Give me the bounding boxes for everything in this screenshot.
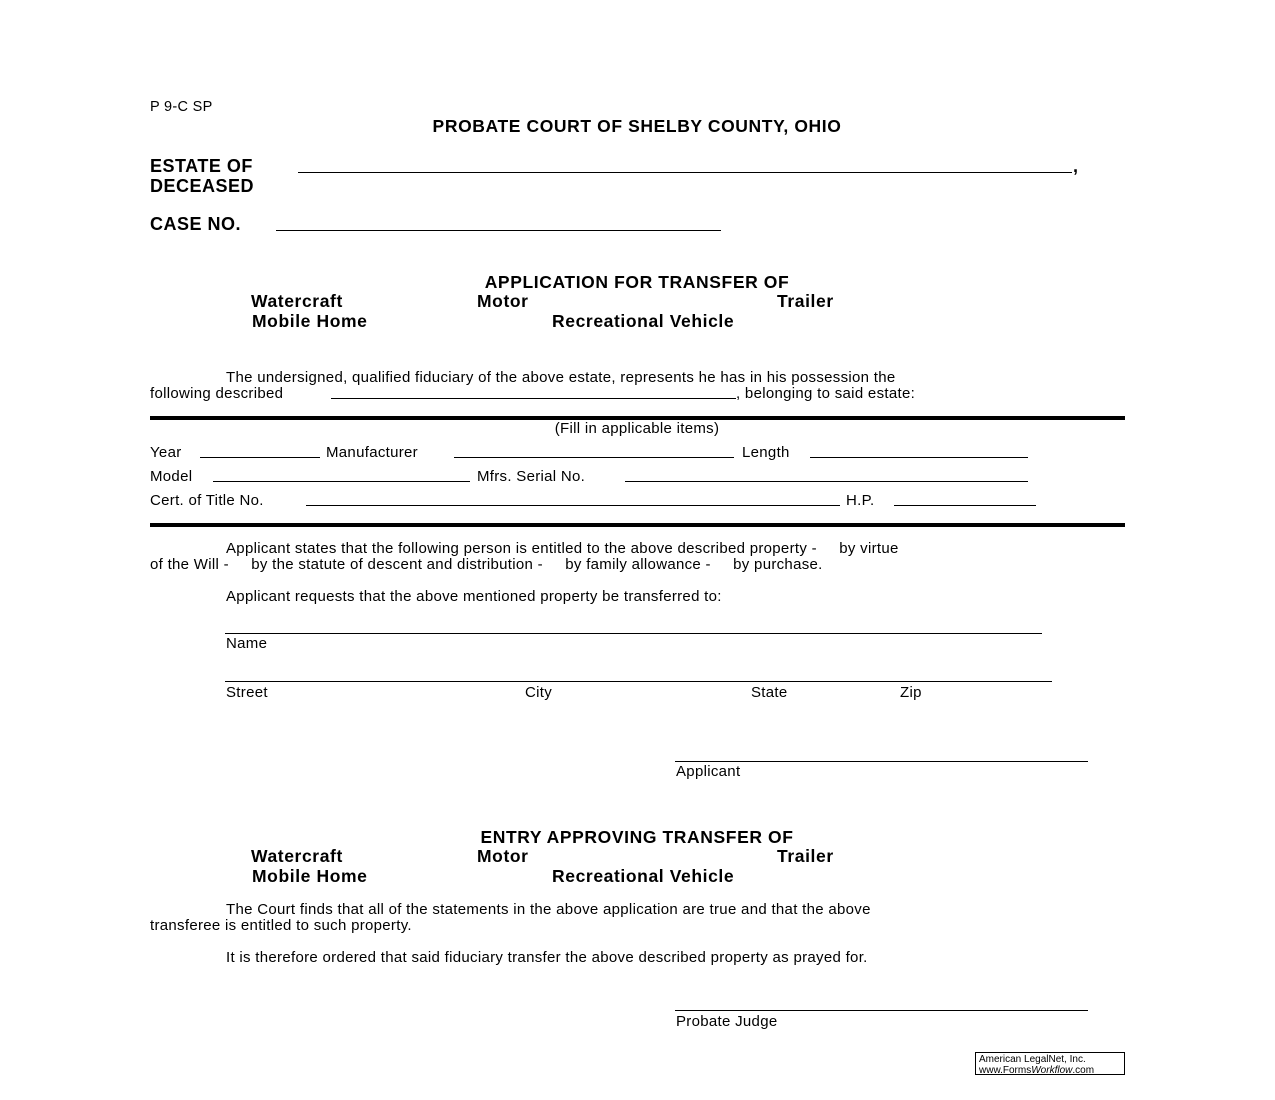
model-label: Model — [150, 468, 193, 485]
model-field[interactable] — [213, 481, 470, 482]
fill-note: (Fill in applicable items) — [554, 420, 720, 437]
section-divider — [150, 523, 1125, 527]
manufacturer-label: Manufacturer — [326, 444, 418, 461]
court-title: PROBATE COURT OF SHELBY COUNTY, OHIO — [432, 116, 842, 136]
ordered-text: It is therefore ordered that said fiduciary transfer the above described property as prayed for. — [226, 949, 868, 966]
finds-line-1: The Court finds that all of the statements in the above application are true and that the above — [226, 901, 871, 918]
type-mobile-home: Mobile Home — [252, 311, 368, 331]
hp-field[interactable] — [894, 505, 1036, 506]
applicant-label: Applicant — [676, 763, 741, 780]
hp-label: H.P. — [846, 492, 875, 509]
type-motor: Motor — [477, 291, 529, 311]
states-line-2: of the Will - by the statute of descent and distribution - by family allowance - by purchase. — [150, 556, 823, 573]
logo-line-2 — [979, 1065, 1121, 1076]
entry-type-motor: Motor — [477, 846, 529, 866]
type-recreational-vehicle: Recreational Vehicle — [552, 311, 735, 331]
american-legalnet-logo — [975, 1052, 1125, 1075]
estate-name-field[interactable] — [298, 172, 1072, 173]
case-label: CASE NO. — [150, 214, 242, 234]
serial-label: Mfrs. Serial No. — [477, 468, 586, 485]
case-number-field[interactable] — [276, 230, 721, 231]
estate-comma: , — [1073, 156, 1079, 176]
section-divider — [150, 416, 1125, 420]
property-description-field[interactable] — [331, 398, 736, 399]
requests-text: Applicant requests that the above mentioned property be transferred to: — [226, 588, 722, 605]
year-field[interactable] — [200, 457, 320, 458]
judge-signature-field[interactable] — [675, 1010, 1088, 1011]
length-label: Length — [742, 444, 790, 461]
logo-text: Workflow — [1031, 1065, 1073, 1076]
name-label: Name — [226, 635, 268, 652]
entry-type-trailer: Trailer — [777, 846, 834, 866]
length-field[interactable] — [810, 457, 1028, 458]
transferee-name-field[interactable] — [225, 633, 1042, 634]
title-no-field[interactable] — [306, 505, 840, 506]
finds-line-2: transferee is entitled to such property. — [150, 917, 412, 934]
intro-line-2b: , belonging to said estate: — [736, 385, 916, 402]
intro-line-1: The undersigned, qualified fiduciary of the above estate, represents he has in his possession the — [226, 369, 896, 386]
logo-line-1: American LegalNet, Inc. — [979, 1054, 1086, 1065]
entry-type-watercraft: Watercraft — [251, 846, 343, 866]
entry-type-mobile-home: Mobile Home — [252, 866, 368, 886]
city-label: City — [525, 684, 553, 701]
title-no-label: Cert. of Title No. — [150, 492, 264, 509]
entry-title: ENTRY APPROVING TRANSFER OF — [480, 827, 794, 847]
year-label: Year — [150, 444, 182, 461]
estate-label: ESTATE OF — [150, 156, 253, 176]
transferee-address-field[interactable] — [225, 681, 1052, 682]
zip-label: Zip — [900, 684, 922, 701]
judge-label: Probate Judge — [676, 1013, 778, 1030]
states-line-1: Applicant states that the following person is entitled to the above described property - by virtue — [226, 540, 899, 557]
application-title: APPLICATION FOR TRANSFER OF — [484, 272, 790, 292]
logo-text: www.Forms — [979, 1065, 1032, 1076]
logo-text: .com — [1072, 1065, 1095, 1076]
intro-line-2a: following described — [150, 385, 284, 402]
type-trailer: Trailer — [777, 291, 834, 311]
state-label: State — [751, 684, 788, 701]
form-code: P 9-C SP — [150, 99, 213, 115]
applicant-signature-field[interactable] — [675, 761, 1088, 762]
deceased-label: DECEASED — [150, 176, 255, 196]
manufacturer-field[interactable] — [454, 457, 734, 458]
type-watercraft: Watercraft — [251, 291, 343, 311]
entry-type-recreational-vehicle: Recreational Vehicle — [552, 866, 735, 886]
street-label: Street — [226, 684, 268, 701]
serial-field[interactable] — [625, 481, 1028, 482]
